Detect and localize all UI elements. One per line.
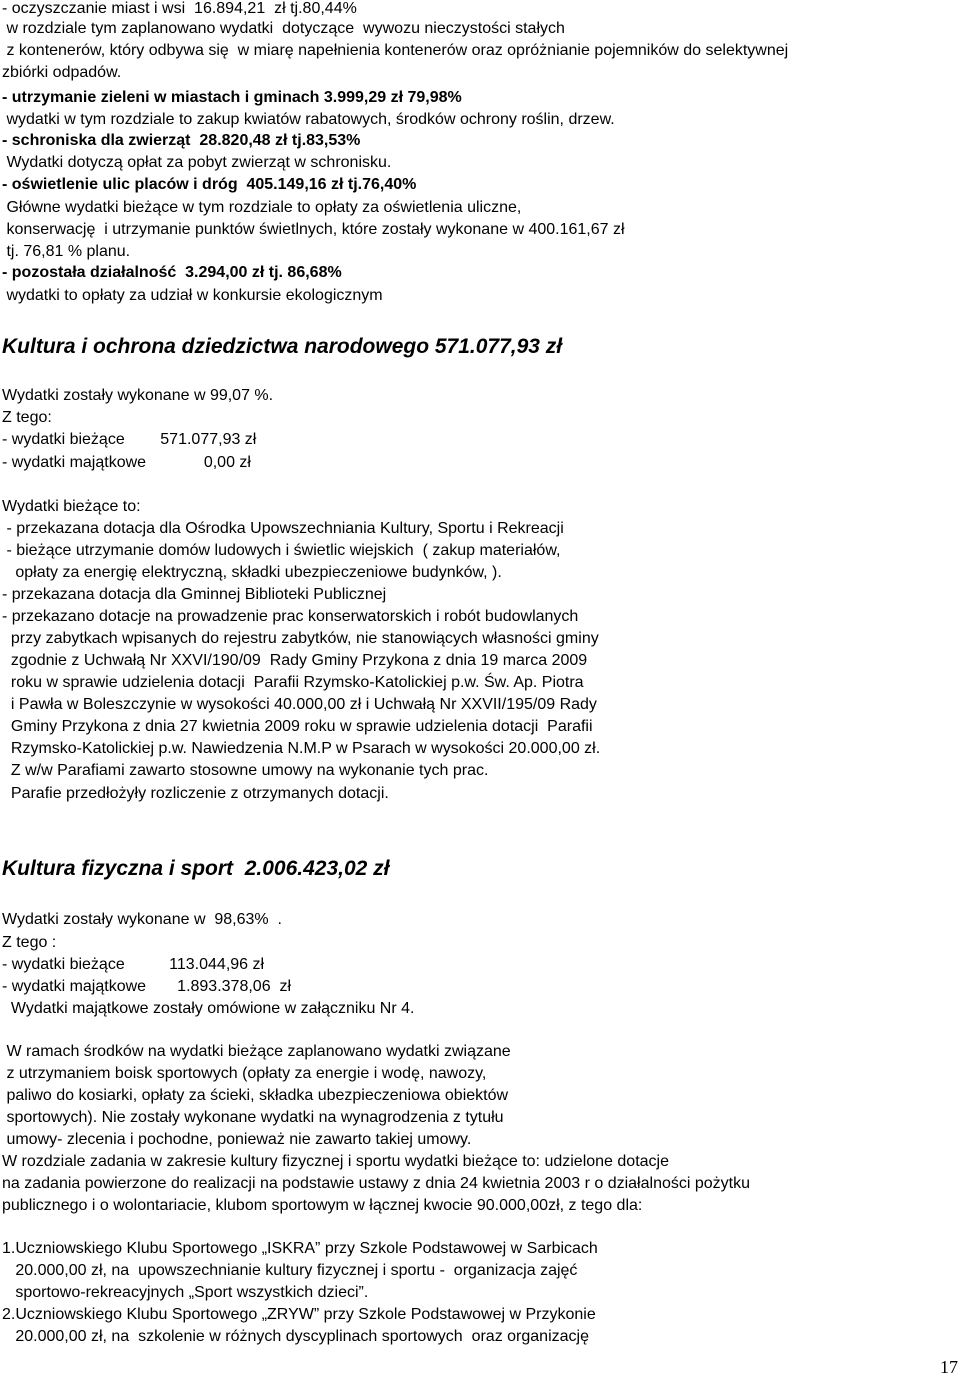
body-line: z utrzymaniem boisk sportowych (opłaty za energie i wodę, nawozy,	[2, 1065, 487, 1082]
expense-current: - wydatki bieżące 113.044,96 zł	[2, 956, 265, 973]
expense-current: - wydatki bieżące 571.077,93 zł	[2, 431, 257, 448]
expense-capital: - wydatki majątkowe 1.893.378,06 zł	[2, 978, 292, 995]
body-line: opłaty za energię elektryczną, składki ubezpieczeniowe budynków, ).	[2, 564, 502, 581]
body-line: Z tego:	[2, 409, 52, 426]
body-line: W ramach środków na wydatki bieżące zaplanowano wydatki związane	[2, 1043, 511, 1060]
item-heading-schroniska: - schroniska dla zwierząt 28.820,48 zł tj.83,53%	[2, 132, 361, 149]
body-line: przy zabytkach wpisanych do rejestru zabytków, nie stanowiących własności gminy	[2, 630, 599, 647]
body-line: publicznego i o wolontariacie, klubom sportowym w łącznej kwocie 90.000,00zł, z tego dla:	[2, 1197, 643, 1214]
expense-capital: - wydatki majątkowe 0,00 zł	[2, 454, 251, 471]
body-line: 20.000,00 zł, na szkolenie w różnych dyscyplinach sportowych oraz organizację	[2, 1328, 589, 1345]
body-line: Gminy Przykona z dnia 27 kwietnia 2009 roku w sprawie udzielenia dotacji Parafii	[2, 718, 593, 735]
body-line: Wydatki dotyczą opłat za pobyt zwierząt w schronisku.	[2, 154, 392, 171]
body-line: Wydatki majątkowe zostały omówione w załączniku Nr 4.	[2, 1000, 415, 1017]
body-line: z kontenerów, który odbywa się w miarę napełnienia kontenerów oraz opróżnianie pojemników do selektywnej	[2, 42, 789, 59]
body-line: umowy- zlecenia i pochodne, ponieważ nie zawarto takiej umowy.	[2, 1131, 472, 1148]
body-line: tj. 76,81 % planu.	[2, 243, 131, 260]
list-item: - przekazana dotacja dla Gminnej Biblioteki Publicznej	[2, 586, 387, 603]
body-line: zbiórki odpadów.	[2, 64, 122, 81]
body-line: Z w/w Parafiami zawarto stosowne umowy na wykonanie tych prac.	[2, 762, 489, 779]
body-line: zgodnie z Uchwałą Nr XXVI/190/09 Rady Gminy Przykona z dnia 19 marca 2009	[2, 652, 588, 669]
list-item: - przekazana dotacja dla Ośrodka Upowszechniania Kultury, Sportu i Rekreacji	[2, 520, 564, 537]
body-line: wydatki w tym rozdziale to zakup kwiatów rabatowych, środków ochrony roślin, drzew.	[2, 111, 615, 128]
body-line: W rozdziale zadania w zakresie kultury fizycznej i sportu wydatki bieżące to: udzielone dotacje	[2, 1153, 669, 1170]
body-line: Wydatki bieżące to:	[2, 498, 141, 515]
list-item: - bieżące utrzymanie domów ludowych i świetlic wiejskich ( zakup materiałów,	[2, 542, 561, 559]
item-heading-oswietlenie: - oświetlenie ulic placów i dróg 405.149,16 zł tj.76,40%	[2, 176, 417, 193]
body-line: 20.000,00 zł, na upowszechnianie kultury fizycznej i sportu - organizacja zajęć	[2, 1262, 578, 1279]
body-line: sportowo-rekreacyjnych „Sport wszystkich dzieci”.	[2, 1284, 369, 1301]
body-line: wydatki to opłaty za udział w konkursie ekologicznym	[2, 287, 383, 304]
list-item: - przekazano dotacje na prowadzenie prac konserwatorskich i robót budowlanych	[2, 608, 579, 625]
body-line: w rozdziale tym zaplanowano wydatki dotyczące wywozu nieczystości stałych	[2, 20, 565, 37]
section-heading-sport: Kultura fizyczna i sport 2.006.423,02 zł	[2, 857, 390, 880]
body-line: sportowych). Nie zostały wykonane wydatki na wynagrodzenia z tytułu	[2, 1109, 504, 1126]
body-line: Z tego :	[2, 934, 57, 951]
body-line: roku w sprawie udzielenia dotacji Parafii Rzymsko-Katolickiej p.w. Św. Ap. Piotra	[2, 674, 584, 691]
body-line: Główne wydatki bieżące w tym rozdziale to opłaty za oświetlenia uliczne,	[2, 199, 522, 216]
body-line: Wydatki zostały wykonane w 98,63% .	[2, 911, 282, 928]
list-item: 2.Uczniowskiego Klubu Sportowego „ZRYW” przy Szkole Podstawowej w Przykonie	[2, 1306, 596, 1323]
page-number: 17	[940, 1357, 958, 1377]
body-line: Parafie przedłożyły rozliczenie z otrzymanych dotacji.	[2, 785, 389, 802]
body-line: na zadania powierzone do realizacji na podstawie ustawy z dnia 24 kwietnia 2003 r o działalności pożytku	[2, 1175, 750, 1192]
item-heading-zielen: - utrzymanie zieleni w miastach i gminach 3.999,29 zł 79,98%	[2, 89, 462, 106]
item-heading-oczyszczanie: - oczyszczanie miast i wsi 16.894,21 zł tj.80,44%	[2, 0, 357, 17]
body-line: konserwację i utrzymanie punktów świetlnych, które zostały wykonane w 400.161,67 zł	[2, 221, 625, 238]
body-line: paliwo do kosiarki, opłaty za ścieki, składka ubezpieczeniowa obiektów	[2, 1087, 509, 1104]
item-heading-pozostala: - pozostała działalność 3.294,00 zł tj. 86,68%	[2, 264, 342, 281]
section-heading-kultura: Kultura i ochrona dziedzictwa narodowego 571.077,93 zł	[2, 335, 563, 358]
body-line: Wydatki zostały wykonane w 99,07 %.	[2, 387, 274, 404]
body-line: i Pawła w Boleszczynie w wysokości 40.000,00 zł i Uchwałą Nr XXVII/195/09 Rady	[2, 696, 597, 713]
list-item: 1.Uczniowskiego Klubu Sportowego „ISKRA” przy Szkole Podstawowej w Sarbicach	[2, 1240, 598, 1257]
body-line: Rzymsko-Katolickiej p.w. Nawiedzenia N.M.P w Psarach w wysokości 20.000,00 zł.	[2, 740, 601, 757]
